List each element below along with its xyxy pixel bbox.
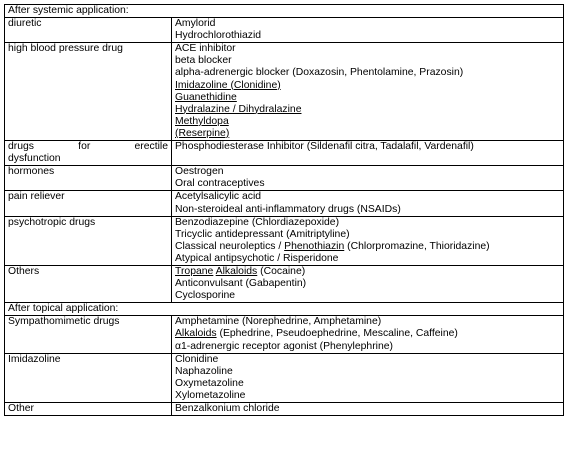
drug-item (175, 166, 560, 178)
category-cell-others (5, 265, 172, 302)
drug-item (175, 378, 560, 390)
drug-item (175, 141, 560, 153)
underlined-term: Imidazoline (Clonidine) (175, 79, 281, 91)
category-cell-diuretic (5, 18, 172, 43)
table-row (5, 216, 564, 265)
underlined-term: Tropane (175, 265, 214, 277)
items-cell (172, 353, 564, 402)
items-cell (172, 18, 564, 43)
category-label: Imidazoline (8, 353, 61, 365)
drug-item (175, 18, 560, 30)
category-cell-sympathomimetic-drugs (5, 316, 172, 353)
category-label: diuretic (8, 18, 42, 30)
item-text: Clonidine (175, 353, 219, 365)
drug-item (175, 217, 560, 229)
item-text: Oestrogen (175, 166, 224, 178)
items-cell (172, 403, 564, 416)
drug-item (175, 104, 560, 116)
category-cell-other (5, 403, 172, 416)
category-cell-pain-reliever (5, 191, 172, 216)
items-cell (172, 141, 564, 166)
drug-item (175, 67, 560, 79)
drug-item (175, 366, 560, 378)
drug-item (175, 178, 560, 190)
item-text: Xylometazoline (175, 389, 246, 401)
category-label: psychotropic drugs (8, 216, 96, 228)
section-header-row (5, 303, 564, 316)
category-cell-drugs-for-erectile-dysfunction (5, 141, 172, 166)
item-text: (Chlorpromazine, Thioridazine) (344, 240, 490, 252)
item-text: Non-steroideal anti-inflammatory drugs (NSAIDs) (175, 203, 401, 215)
item-text: Phosphodiesterase Inhibitor (Sildenafil citra, Tadalafil, Vardenafil) (175, 141, 474, 153)
table-row (5, 191, 564, 216)
item-text: (Ephedrine, Pseudoephedrine, Mescaline, Caffeine) (216, 328, 458, 340)
item-text: ACE inhibitor (175, 43, 236, 55)
drug-item (175, 128, 560, 140)
category-label: pain reliever (8, 191, 65, 203)
drug-item (175, 403, 560, 415)
drug-table (4, 4, 564, 416)
table-row (5, 403, 564, 416)
underlined-term: Alkaloids (215, 265, 258, 277)
drug-item (175, 191, 560, 203)
drug-item (175, 341, 560, 353)
item-text: α1-adrenergic receptor agonist (Phenylephrine) (175, 340, 393, 352)
item-text: Hydrochlorothiazid (175, 30, 262, 42)
category-label: Sympathomimetic drugs (8, 316, 120, 328)
item-text: Atypical antipsychotic / Risperidone (175, 252, 339, 264)
drug-item (175, 390, 560, 402)
category-label: dysfunction (8, 153, 61, 165)
item-text: Oxymetazoline (175, 377, 244, 389)
drug-item (175, 80, 560, 92)
underlined-term: Alkaloids (175, 328, 217, 340)
table-row (5, 265, 564, 302)
items-cell (172, 43, 564, 141)
table-row (5, 18, 564, 43)
items-cell (172, 191, 564, 216)
drug-item (175, 30, 560, 42)
underlined-term: (Reserpine) (175, 127, 230, 139)
category-label: high blood pressure drug (8, 43, 123, 55)
drug-item (175, 204, 560, 216)
section-header-row (5, 5, 564, 18)
drug-item (175, 253, 560, 265)
items-cell (172, 316, 564, 353)
item-text: beta blocker (175, 55, 232, 67)
underlined-term: Methyldopa (175, 115, 229, 127)
items-cell (172, 216, 564, 265)
underlined-term: Phenothiazin (284, 240, 345, 252)
category-cell-psychotropic-drugs (5, 216, 172, 265)
items-cell (172, 166, 564, 191)
drug-item (175, 55, 560, 67)
table-row (5, 141, 564, 166)
drug-item (175, 92, 560, 104)
table-row (5, 43, 564, 141)
item-text: Amphetamine (Norephedrine, Amphetamine) (175, 316, 382, 328)
drug-item (175, 354, 560, 366)
drug-item (175, 43, 560, 55)
category-cell-imidazoline (5, 353, 172, 402)
table-row (5, 166, 564, 191)
item-text: Acetylsalicylic acid (175, 191, 262, 203)
item-text: (Cocaine) (257, 265, 306, 277)
item-text: Tricyclic antidepressant (Amitriptyline) (175, 228, 350, 240)
item-text: Anticonvulsant (Gabapentin) (175, 278, 307, 290)
table-row (5, 316, 564, 353)
underlined-term: Guanethidine (175, 91, 237, 103)
section-header: After topical application: (5, 303, 564, 316)
item-text: Oral contraceptives (175, 178, 265, 190)
items-cell (172, 265, 564, 302)
category-label: Other (8, 403, 34, 414)
drug-item (175, 278, 560, 290)
item-text: Naphazoline (175, 365, 233, 377)
item-text: Cyclosporine (175, 290, 236, 302)
item-text: alpha-adrenergic blocker (Doxazosin, Phentolamine, Prazosin) (175, 67, 464, 79)
drug-item (175, 241, 560, 253)
category-label: Others (8, 265, 40, 277)
category-label: hormones (8, 166, 55, 178)
section-header: After systemic application: (5, 5, 564, 18)
drug-item (175, 229, 560, 241)
category-label: drugs for erectile (8, 141, 168, 153)
drug-item (175, 116, 560, 128)
item-text: Classical neuroleptics / (175, 240, 285, 252)
drug-table-body (5, 5, 564, 416)
category-cell-high-blood-pressure-drug (5, 43, 172, 141)
table-row (5, 353, 564, 402)
item-text: Amylorid (175, 18, 216, 30)
drug-item (175, 328, 560, 340)
drug-item (175, 290, 560, 302)
underlined-term: Hydralazine / Dihydralazine (175, 103, 302, 115)
drug-item (175, 266, 560, 278)
item-text: Benzalkonium chloride (175, 403, 280, 414)
category-cell-hormones (5, 166, 172, 191)
drug-item (175, 316, 560, 328)
item-text: Benzodiazepine (Chlordiazepoxide) (175, 216, 340, 228)
